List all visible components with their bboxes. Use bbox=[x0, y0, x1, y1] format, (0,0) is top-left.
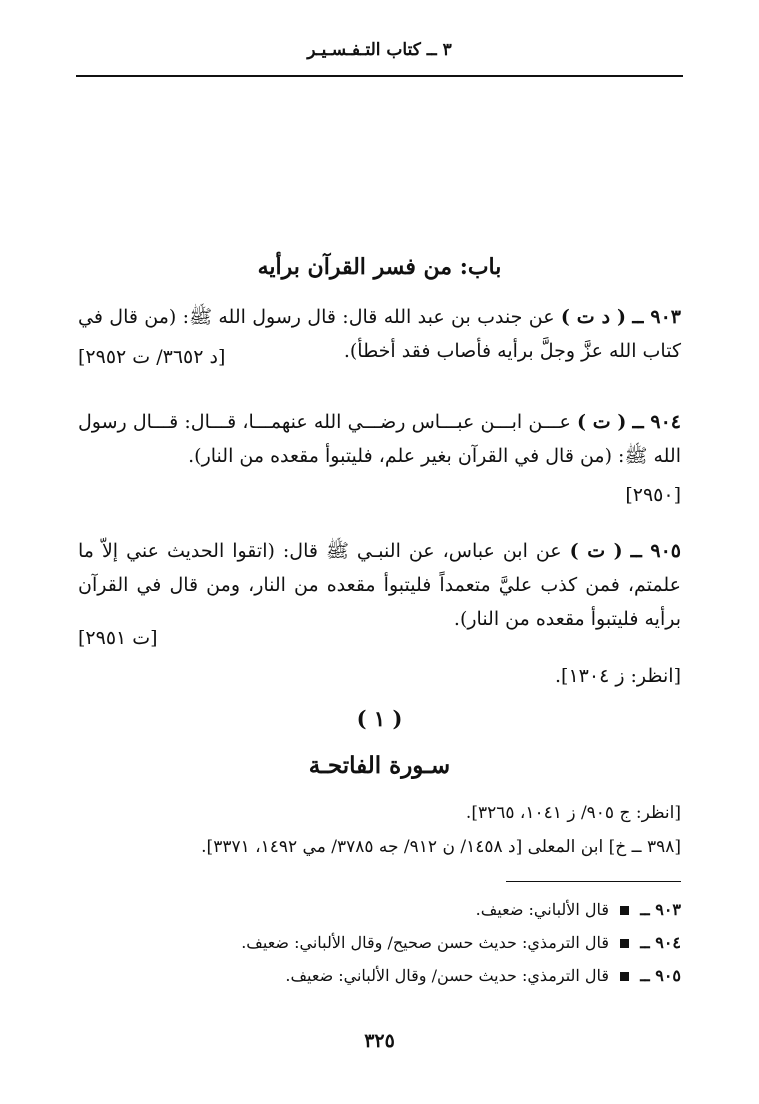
footnote-item bbox=[78, 959, 681, 992]
footnote-number: ٩٠٤ ــ bbox=[640, 933, 681, 952]
footnote-item bbox=[78, 893, 681, 926]
hadith-sources: ( د ت ) bbox=[560, 306, 626, 328]
chapter-heading: باب: من فسر القرآن برأيه bbox=[257, 254, 502, 280]
hadith-905-see-also-row bbox=[78, 659, 681, 693]
hadith-903-ref-row bbox=[78, 340, 681, 374]
footnote-number: ٩٠٣ ــ bbox=[640, 900, 681, 919]
running-header: ٣ ــ كتاب التـفـسـيـر bbox=[307, 40, 452, 60]
hadith-904-ref-row bbox=[78, 478, 681, 512]
footnote-text: قال الألباني: ضعيف. bbox=[475, 900, 610, 919]
hadith-905-ref-row bbox=[78, 621, 681, 655]
footnote-rule bbox=[506, 881, 681, 882]
hadith-number: ٩٠٣ ــ bbox=[632, 306, 682, 328]
footnote-text: قال الترمذي: حديث حسن صحيح/ وقال الألباني: ضعيف. bbox=[241, 933, 610, 952]
square-bullet-icon bbox=[620, 906, 629, 915]
sura-title: سـورة الفاتحـة bbox=[308, 752, 451, 779]
page-number: ٣٢٥ bbox=[364, 1030, 395, 1052]
hadith-number: ٩٠٥ ــ bbox=[630, 540, 681, 562]
square-bullet-icon bbox=[620, 939, 629, 948]
footnote-number: ٩٠٥ ــ bbox=[640, 966, 681, 985]
sura-number: ( ١ ) bbox=[356, 706, 403, 731]
hadith-reference: [د ٣٦٥٢/ ت ٢٩٥٢] bbox=[78, 346, 226, 368]
sura-references bbox=[78, 796, 681, 864]
footnote-text: قال الترمذي: حديث حسن/ وقال الألباني: ضعيف. bbox=[285, 966, 610, 985]
square-bullet-icon bbox=[620, 972, 629, 981]
hadith-number: ٩٠٤ ــ bbox=[632, 411, 681, 433]
hadith-sources: ( ت ) bbox=[577, 411, 627, 433]
footnote-item bbox=[78, 926, 681, 959]
hadith-reference: [٢٩٥٠] bbox=[625, 484, 681, 506]
hadith-904 bbox=[78, 405, 681, 473]
hadith-reference: [ت ٢٩٥١] bbox=[78, 627, 158, 649]
hadith-text: عن جندب بن عبد الله قال: قال رسول الله ﷺ: (من قال في كتاب الله عزَّ وجلَّ برأيه فأصاب فقد أخطأ). bbox=[78, 306, 681, 362]
header-rule bbox=[76, 75, 683, 77]
hadith-sources: ( ت ) bbox=[569, 540, 623, 562]
hadith-text: عن ابن عباس، عن النبـي ﷺ قال: (اتقوا الحديث عني إلاّ ما علمتم، فمن كذب عليَّ متعمداً فليتبوأ مقعده من النار، ومن قال في القرآن برأيه فليتبوأ مقعده من النار). bbox=[78, 540, 681, 630]
see-also-reference: [انظر: ز ١٣٠٤]. bbox=[555, 665, 681, 687]
hadith-text: عـــن ابـــن عبـــاس رضـــي الله عنهمـــا، قـــال: قـــال رسول الله ﷺ: (من قال في القرآن بغير علم، فليتبوأ مقعده من النار). bbox=[78, 411, 681, 467]
footnotes bbox=[78, 893, 681, 992]
sura-reference-line: [انظر: ج ٩٠٥/ ز ١٠٤١، ٣٢٦٥]. bbox=[465, 803, 681, 823]
sura-reference-line: [٣٩٨ ــ خ] ابن المعلى [د ١٤٥٨/ ن ٩١٢/ جه ٣٧٨٥/ مي ١٤٩٢، ٣٣٧١]. bbox=[201, 837, 681, 857]
